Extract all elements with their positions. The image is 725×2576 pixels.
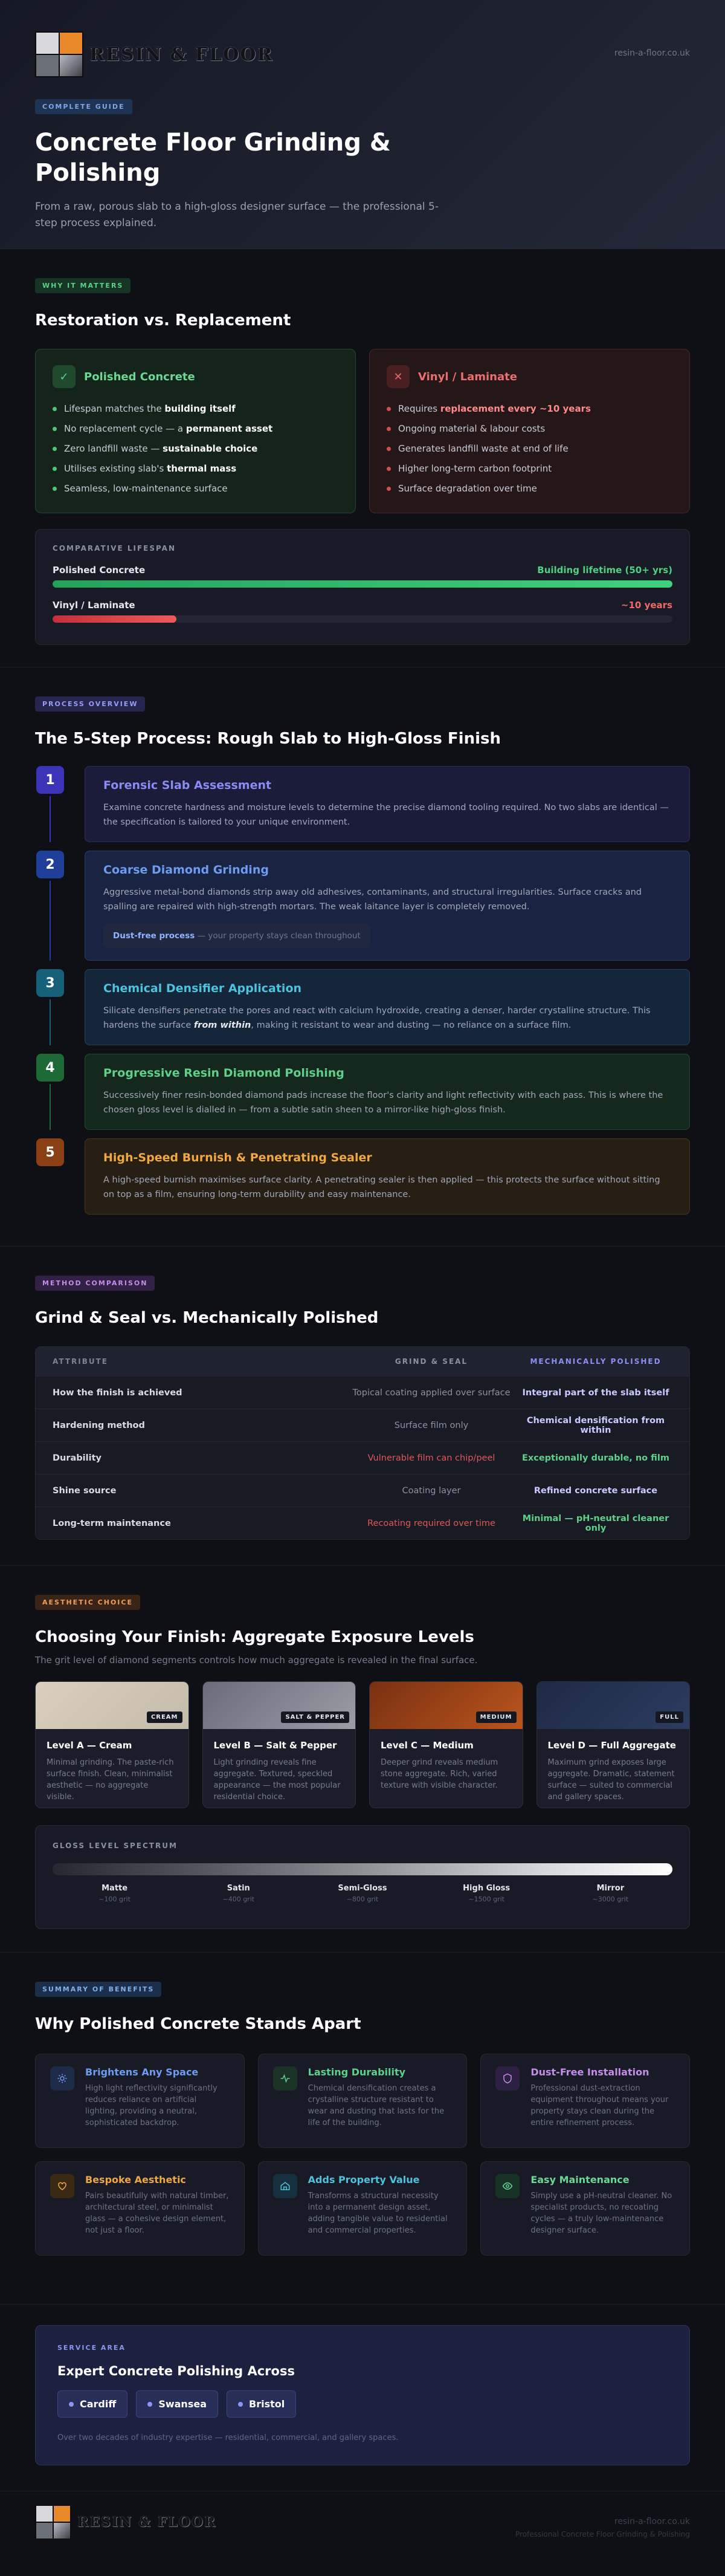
city-dot-icon bbox=[69, 2402, 74, 2407]
restoration-comparison bbox=[35, 349, 690, 513]
table-header-row bbox=[36, 1347, 689, 1376]
benefit-text bbox=[308, 2174, 453, 2243]
table-cell-polished: Exceptionally durable, no film bbox=[521, 1453, 669, 1463]
service-footnote: Over two decades of industry expertise — residential, commercial, and gallery spaces. bbox=[57, 2433, 399, 2442]
aggregate-tag: MEDIUM bbox=[476, 1711, 517, 1723]
site-url-link[interactable]: resin-a-floor.co.uk bbox=[614, 48, 690, 58]
table-cell-polished: Minimal — pH-neutral cleaner only bbox=[522, 1513, 669, 1533]
gloss-mark-name: Matte bbox=[102, 1884, 128, 1893]
step-number-badge: 5 bbox=[36, 1138, 64, 1166]
table-row bbox=[36, 1409, 689, 1441]
benefit-title: Adds Property Value bbox=[308, 2174, 420, 2185]
step-number-badge: 3 bbox=[36, 969, 64, 997]
aggregate-body bbox=[36, 1729, 188, 1808]
aggregate-card[interactable] bbox=[35, 1681, 189, 1808]
benefit-description: Simply use a pH-neutral cleaner. No specialist products, no recoating cycles — a truly low-maintenance designer surface. bbox=[530, 2192, 672, 2235]
table-cell-polished: Refined concrete surface bbox=[533, 1485, 658, 1496]
gloss-mark-grit: ~800 grit bbox=[346, 1895, 379, 1903]
table-header-attribute: ATTRIBUTE bbox=[53, 1357, 108, 1366]
pulse-icon bbox=[273, 2066, 297, 2091]
benefit-card bbox=[35, 2054, 245, 2148]
aggregate-card[interactable] bbox=[369, 1681, 523, 1808]
city-dot-icon bbox=[147, 2402, 152, 2407]
finish-section bbox=[0, 1566, 725, 1953]
step-connector-line bbox=[50, 999, 51, 1045]
benefit-text bbox=[85, 2174, 230, 2243]
list-item-text: Lifespan matches the building itself bbox=[64, 403, 236, 414]
benefit-description: Pairs beautifully with natural timber, architectural steel, or minimalist glass — a cohesive design element, not just a floor. bbox=[85, 2192, 229, 2235]
heart-icon bbox=[50, 2174, 74, 2198]
service-area-card bbox=[35, 2325, 690, 2465]
step-card bbox=[85, 1054, 690, 1130]
footer-url-link[interactable]: resin-a-floor.co.uk bbox=[614, 2517, 690, 2526]
polished-concrete-card bbox=[35, 349, 356, 513]
city-name: Cardiff bbox=[80, 2398, 117, 2410]
list-item-text: Zero landfill waste — sustainable choice bbox=[64, 443, 258, 454]
method-section bbox=[0, 1247, 725, 1566]
table-row bbox=[36, 1474, 689, 1507]
table-cell-grind-seal: Surface film only bbox=[394, 1420, 469, 1430]
table-cell-grind-seal: Topical coating applied over surface bbox=[352, 1387, 511, 1398]
city-list bbox=[57, 2390, 668, 2418]
step-description: Aggressive metal-bond diamonds strip away old adhesives, contaminants, and structural irregularities. Surface cracks and spalling are repaired with high-strength mortars. The weak laitance layer is completely removed. bbox=[103, 887, 642, 912]
city-chip[interactable] bbox=[136, 2390, 218, 2418]
step-number-column bbox=[35, 851, 65, 961]
aggregate-levels bbox=[35, 1681, 690, 1808]
step-connector-line bbox=[50, 1084, 51, 1130]
hero-subtitle: From a raw, porous slab to a high-gloss designer surface — the professional 5-step process explained. bbox=[35, 201, 439, 229]
list-item bbox=[53, 439, 338, 459]
table-cell-polished: Integral part of the slab itself bbox=[522, 1387, 669, 1398]
aggregate-description: Deeper grind reveals medium stone aggregate. Rich, varied texture with visible character. bbox=[381, 1758, 498, 1790]
city-dot-icon bbox=[238, 2402, 243, 2407]
lifespan-bar-fill bbox=[53, 580, 672, 588]
benefit-description: Transforms a structural necessity into a permanent design asset, adding tangible value to residential and commercial properties. bbox=[308, 2192, 448, 2235]
step-number-column bbox=[35, 766, 65, 842]
home-icon bbox=[273, 2174, 297, 2198]
aggregate-swatch bbox=[537, 1682, 690, 1729]
service-title: Expert Concrete Polishing Across bbox=[57, 2364, 295, 2378]
gloss-spectrum bbox=[35, 1825, 690, 1929]
aggregate-description: Maximum grind exposes large aggregate. Dramatic, statement surface — suited to commercial and gallery spaces. bbox=[547, 1758, 675, 1802]
city-chip[interactable] bbox=[227, 2390, 296, 2418]
polished-card-title: Polished Concrete bbox=[84, 370, 195, 383]
table-header-polished: MECHANICALLY POLISHED bbox=[530, 1357, 662, 1366]
step-card bbox=[85, 969, 690, 1045]
aggregate-description: Light grinding reveals fine aggregate. Textured, speckled appearance — the most popular residential choice. bbox=[213, 1758, 341, 1802]
aggregate-title: Level A — Cream bbox=[47, 1740, 132, 1751]
bullet-dot bbox=[387, 407, 391, 411]
page-title: Concrete Floor Grinding & Polishing bbox=[35, 129, 391, 187]
benefit-description: Professional dust-extraction equipment throughout means your property stays clean during the entire refinement process. bbox=[530, 2084, 669, 2127]
method-tag: METHOD COMPARISON bbox=[35, 1276, 155, 1291]
benefit-title: Easy Maintenance bbox=[530, 2174, 630, 2185]
list-item bbox=[53, 419, 338, 439]
check-icon: ✓ bbox=[53, 365, 76, 388]
benefits-tag: SUMMARY OF BENEFITS bbox=[35, 1982, 161, 1997]
aggregate-description: Minimal grinding. The paste-rich surface finish. Clean, minimalist aesthetic — no aggregate visible. bbox=[47, 1758, 174, 1802]
gloss-mark bbox=[314, 1884, 411, 1903]
process-step bbox=[35, 766, 690, 842]
gloss-mark bbox=[438, 1884, 535, 1903]
why-title: Restoration vs. Replacement bbox=[35, 311, 291, 329]
step-card bbox=[85, 766, 690, 842]
process-section bbox=[0, 667, 725, 1247]
step-title: High-Speed Burnish & Penetrating Sealer bbox=[103, 1151, 372, 1164]
aggregate-title: Level B — Salt & Pepper bbox=[213, 1740, 337, 1751]
shield-icon bbox=[495, 2066, 520, 2091]
benefit-title: Dust-Free Installation bbox=[530, 2066, 649, 2078]
finish-title: Choosing Your Finish: Aggregate Exposure Levels bbox=[35, 1628, 474, 1646]
benefit-card bbox=[480, 2054, 690, 2148]
process-title: The 5-Step Process: Rough Slab to High-Gloss Finish bbox=[35, 730, 501, 748]
bullet-dot bbox=[53, 487, 57, 491]
list-item-text: Seamless, low-maintenance surface bbox=[64, 483, 228, 494]
list-item-text: No replacement cycle — a permanent asset bbox=[64, 423, 273, 434]
service-section bbox=[0, 2305, 725, 2491]
lifespan-name: Polished Concrete bbox=[53, 565, 146, 576]
city-name: Bristol bbox=[249, 2398, 285, 2410]
aggregate-body bbox=[370, 1729, 523, 1802]
process-step bbox=[35, 851, 690, 961]
bullet-dot bbox=[53, 467, 57, 471]
aggregate-swatch bbox=[36, 1682, 188, 1729]
bullet-dot bbox=[53, 407, 57, 411]
footer-logo-mark-icon bbox=[35, 2505, 71, 2540]
brand-logo[interactable] bbox=[35, 31, 690, 77]
step-description: Examine concrete hardness and moisture levels to determine the precise diamond tooling required. No two slabs are identical — the specification is tailored to your unique environment. bbox=[103, 803, 669, 827]
bullet-dot bbox=[53, 427, 57, 431]
process-step bbox=[35, 1054, 690, 1130]
benefits-title: Why Polished Concrete Stands Apart bbox=[35, 2015, 361, 2033]
bullet-dot bbox=[387, 487, 391, 491]
step-title: Progressive Resin Diamond Polishing bbox=[103, 1066, 344, 1080]
step-title: Chemical Densifier Application bbox=[103, 982, 302, 995]
table-row bbox=[36, 1441, 689, 1474]
lifespan-label: COMPARATIVE LIFESPAN bbox=[53, 544, 176, 553]
gloss-mark bbox=[190, 1884, 287, 1903]
table-cell-polished: Chemical densification from within bbox=[526, 1415, 665, 1435]
benefit-title: Brightens Any Space bbox=[85, 2066, 199, 2078]
method-title: Grind & Seal vs. Mechanically Polished bbox=[35, 1309, 379, 1327]
dust-free-note: Dust-free process — your property stays clean throughout bbox=[103, 924, 370, 948]
gloss-mark-name: Satin bbox=[227, 1884, 250, 1893]
aggregate-tag: FULL bbox=[656, 1711, 683, 1723]
list-item bbox=[387, 459, 672, 479]
list-item bbox=[387, 479, 672, 499]
step-number-column bbox=[35, 969, 65, 1045]
gloss-marks bbox=[53, 1884, 672, 1903]
benefit-card bbox=[258, 2054, 468, 2148]
list-item-text: Surface degradation over time bbox=[398, 483, 537, 494]
process-step bbox=[35, 969, 690, 1045]
lifespan-row bbox=[53, 565, 672, 576]
benefit-description: Chemical densification creates a crystalline structure resistant to wear and dusting that lasts for the life of the building. bbox=[308, 2084, 445, 2127]
gloss-mark-grit: ~100 grit bbox=[98, 1895, 130, 1903]
table-cell-attribute: How the finish is achieved bbox=[53, 1387, 182, 1398]
finish-tag: AESTHETIC CHOICE bbox=[35, 1595, 140, 1610]
why-tag: WHY IT MATTERS bbox=[35, 278, 130, 293]
aggregate-card[interactable] bbox=[202, 1681, 356, 1808]
table-header-grind-seal: GRIND & SEAL bbox=[395, 1357, 468, 1366]
benefit-title: Lasting Durability bbox=[308, 2066, 406, 2078]
vinyl-card-title: Vinyl / Laminate bbox=[418, 370, 517, 383]
step-number-badge: 1 bbox=[36, 766, 64, 794]
table-cell-attribute: Durability bbox=[53, 1453, 102, 1463]
gloss-gradient-bar bbox=[53, 1863, 672, 1875]
footer-logo[interactable] bbox=[35, 2505, 216, 2540]
table-row bbox=[36, 1376, 689, 1409]
bullet-dot bbox=[53, 447, 57, 451]
list-item-text: Ongoing material & labour costs bbox=[398, 423, 546, 434]
benefit-text bbox=[530, 2066, 675, 2135]
finish-subtitle: The grit level of diamond segments controls how much aggregate is revealed in the final surface. bbox=[35, 1655, 478, 1666]
method-comparison-table bbox=[35, 1346, 690, 1540]
list-item-text: Requires replacement every ~10 years bbox=[398, 403, 591, 414]
aggregate-body bbox=[203, 1729, 356, 1808]
list-item-text: Generates landfill waste at end of life bbox=[398, 443, 569, 454]
step-title: Forensic Slab Assessment bbox=[103, 779, 272, 792]
step-card bbox=[85, 851, 690, 961]
list-item-text: Higher long-term carbon footprint bbox=[398, 463, 552, 474]
service-label: SERVICE AREA bbox=[57, 2344, 126, 2352]
list-item bbox=[387, 439, 672, 459]
list-item bbox=[53, 459, 338, 479]
aggregate-tag: CREAM bbox=[147, 1711, 182, 1723]
bullet-dot bbox=[387, 427, 391, 431]
hero-section bbox=[0, 0, 725, 249]
lifespan-comparison bbox=[35, 529, 690, 645]
benefit-description: High light reflectivity significantly reduces reliance on artificial lighting, providing a neutral, sophisticated backdrop. bbox=[85, 2084, 218, 2127]
hero-tag: COMPLETE GUIDE bbox=[35, 99, 132, 114]
table-cell-attribute: Shine source bbox=[53, 1485, 117, 1496]
footer-tagline: Professional Concrete Floor Grinding & Polishing bbox=[515, 2530, 690, 2539]
table-cell-grind-seal: Vulnerable film can chip/peel bbox=[367, 1453, 495, 1463]
gloss-mark-grit: ~400 grit bbox=[222, 1895, 255, 1903]
list-item-text: Utilises existing slab's thermal mass bbox=[64, 463, 237, 474]
aggregate-card[interactable] bbox=[536, 1681, 691, 1808]
list-item bbox=[53, 479, 338, 499]
vinyl-laminate-card bbox=[369, 349, 690, 513]
step-description: Successively finer resin-bonded diamond pads increase the floor's clarity and light reflectivity with each pass. This is where the chosen gloss level is dialled in — from a subtle satin sheen to a mirror-like high-gloss finish. bbox=[103, 1091, 663, 1115]
process-steps bbox=[35, 766, 690, 1215]
benefit-title: Bespoke Aesthetic bbox=[85, 2174, 186, 2185]
step-connector-line bbox=[50, 796, 51, 842]
logo-text: RESIN & FLOOR bbox=[89, 44, 274, 65]
list-item bbox=[53, 399, 338, 419]
vinyl-drawback-list bbox=[387, 399, 672, 499]
gloss-mark bbox=[66, 1884, 163, 1903]
lifespan-bar-track bbox=[53, 615, 672, 623]
benefits-grid bbox=[35, 2054, 690, 2256]
city-name: Swansea bbox=[158, 2398, 207, 2410]
logo-mark-icon bbox=[35, 31, 83, 77]
benefits-section bbox=[0, 1953, 725, 2305]
lifespan-value: Building lifetime (50+ yrs) bbox=[537, 565, 672, 576]
benefit-card bbox=[480, 2161, 690, 2256]
aggregate-tag: SALT & PEPPER bbox=[281, 1711, 349, 1723]
cross-icon: ✕ bbox=[387, 365, 410, 388]
gloss-label: GLOSS LEVEL SPECTRUM bbox=[53, 1841, 178, 1850]
eye-icon bbox=[495, 2174, 520, 2198]
gloss-mark-grit: ~1500 grit bbox=[468, 1895, 504, 1903]
lifespan-row bbox=[53, 600, 672, 611]
footer-logo-text: RESIN & FLOOR bbox=[77, 2514, 217, 2530]
step-description: A high-speed burnish maximises surface clarity. A penetrating sealer is then applied — this protects the surface without sitting on top as a film, ensuring long-term durability and easy maintenance. bbox=[103, 1175, 660, 1199]
step-description: Silicate densifiers penetrate the pores and react with calcium hydroxide, creating a denser, harder crystalline structure. This hardens the surface from within, making it resistant to wear and dusting — no reliance on a surface film. bbox=[103, 1006, 651, 1030]
gloss-mark-grit: ~3000 grit bbox=[592, 1895, 629, 1903]
sun-icon bbox=[50, 2066, 74, 2091]
process-step bbox=[35, 1138, 690, 1215]
polished-benefit-list bbox=[53, 399, 338, 499]
gloss-mark-name: Semi-Gloss bbox=[338, 1884, 387, 1893]
lifespan-value: ~10 years bbox=[620, 600, 672, 611]
lifespan-bar-fill bbox=[53, 615, 176, 623]
bullet-dot bbox=[387, 447, 391, 451]
lifespan-name: Vinyl / Laminate bbox=[53, 600, 135, 611]
step-number-badge: 2 bbox=[36, 851, 64, 878]
aggregate-swatch bbox=[203, 1682, 356, 1729]
step-number-column bbox=[35, 1054, 65, 1130]
list-item bbox=[387, 399, 672, 419]
aggregate-title: Level C — Medium bbox=[381, 1740, 474, 1751]
table-row bbox=[36, 1507, 689, 1539]
step-number-badge: 4 bbox=[36, 1054, 64, 1082]
process-tag: PROCESS OVERVIEW bbox=[35, 696, 145, 712]
benefit-text bbox=[85, 2066, 230, 2135]
why-section bbox=[0, 249, 725, 667]
aggregate-body bbox=[537, 1729, 690, 1808]
gloss-mark bbox=[562, 1884, 659, 1903]
aggregate-swatch bbox=[370, 1682, 523, 1729]
lifespan-bar-track bbox=[53, 580, 672, 588]
benefit-card bbox=[258, 2161, 468, 2256]
benefit-card bbox=[35, 2161, 245, 2256]
list-item bbox=[387, 419, 672, 439]
aggregate-title: Level D — Full Aggregate bbox=[547, 1740, 676, 1751]
step-card bbox=[85, 1138, 690, 1215]
bullet-dot bbox=[387, 467, 391, 471]
table-cell-attribute: Hardening method bbox=[53, 1420, 145, 1430]
footer bbox=[0, 2491, 725, 2576]
benefit-text bbox=[530, 2174, 675, 2243]
gloss-mark-name: High Gloss bbox=[463, 1884, 511, 1893]
table-cell-grind-seal: Recoating required over time bbox=[367, 1518, 495, 1528]
gloss-mark-name: Mirror bbox=[596, 1884, 625, 1893]
table-cell-grind-seal: Coating layer bbox=[402, 1485, 461, 1496]
step-number-column bbox=[35, 1138, 65, 1215]
step-title: Coarse Diamond Grinding bbox=[103, 863, 269, 877]
table-cell-attribute: Long-term maintenance bbox=[53, 1518, 171, 1528]
benefit-text bbox=[308, 2066, 453, 2135]
step-connector-line bbox=[50, 881, 51, 961]
city-chip[interactable] bbox=[57, 2390, 127, 2418]
